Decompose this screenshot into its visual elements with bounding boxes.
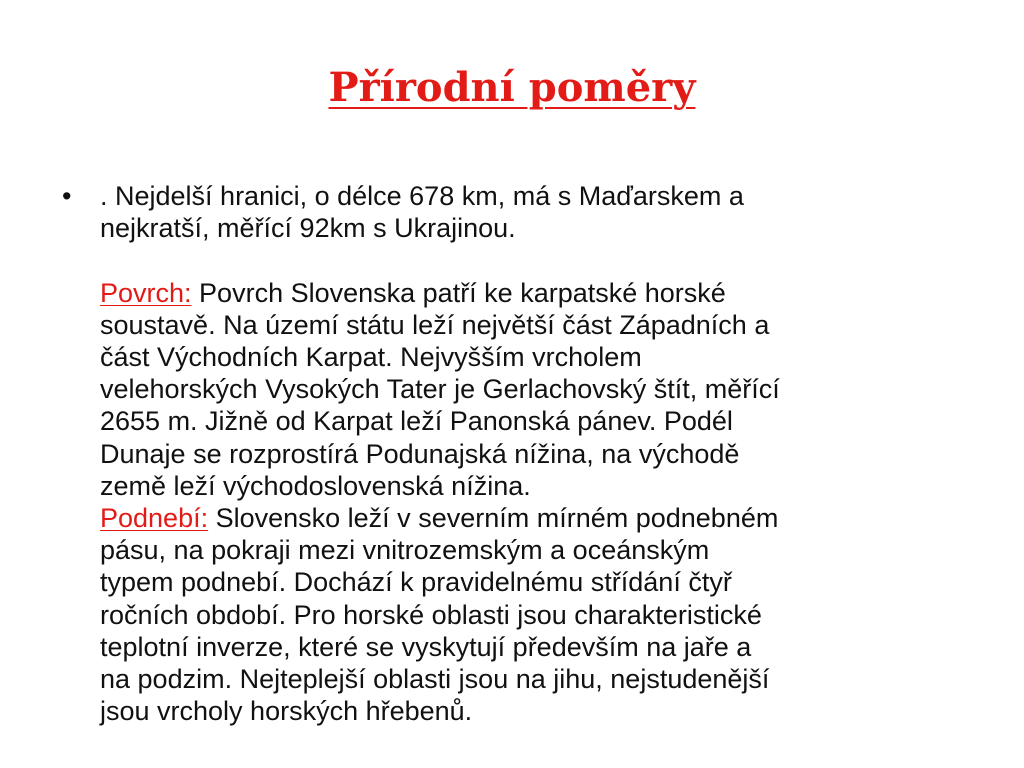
povrch-line-4: velehorských Vysokých Tater je Gerlachovský štít, měřící	[100, 374, 780, 405]
povrch-line-1: Povrch Slovenska patří ke karpatské horské	[191, 277, 726, 308]
povrch-line-2: soustavě. Na území státu leží největší část Západních a	[100, 309, 770, 340]
podnebi-line-4: ročních období. Pro horské oblasti jsou charakteristické	[100, 599, 762, 630]
slide-title	[0, 62, 1024, 114]
povrch-label: Povrch:	[100, 277, 192, 308]
podnebi-line-2: pásu, na pokraji mezi vnitrozemským a oceánským	[100, 535, 710, 566]
podnebi-line-1: Slovensko leží v severním mírném podnebném	[208, 503, 779, 534]
podnebi-line-7: jsou vrcholy horských hřebenů.	[100, 696, 473, 727]
podnebi-line-3: typem podnebí. Dochází k pravidelnému střídání čtyř	[100, 567, 732, 598]
bullet-icon: •	[62, 181, 72, 211]
podnebi-label: Podnebí:	[100, 503, 209, 534]
slide-title-text: Přírodní poměry	[328, 64, 696, 111]
podnebi-line-6: na podzim. Nejteplejší oblasti jsou na jihu, nejstudenější	[100, 664, 770, 695]
slide-content	[62, 180, 972, 727]
podnebi-first-line	[100, 502, 972, 534]
bullet-item	[62, 180, 972, 727]
intro-line-1: . Nejdelší hranici, o délce 678 km, má s Maďarskem a	[100, 181, 744, 211]
povrch-line-5: 2655 m. Jižně od Karpat leží Panonská pánev. Podél	[100, 406, 733, 437]
povrch-line-3: část Východních Karpat. Nejvyšším vrcholem	[100, 342, 642, 372]
povrch-line-6: Dunaje se rozprostírá Podunajská nížina, na východě	[100, 438, 740, 469]
paragraph-spacer	[100, 244, 972, 276]
bullet-text	[100, 180, 972, 727]
intro-line-2: nejkratší, měřící 92km s Ukrajinou.	[100, 213, 516, 244]
podnebi-line-5: teplotní inverze, které se vyskytují především na jaře a	[100, 631, 752, 662]
povrch-line-7: země leží východoslovenská nížina.	[100, 470, 531, 501]
povrch-first-line	[100, 277, 972, 309]
